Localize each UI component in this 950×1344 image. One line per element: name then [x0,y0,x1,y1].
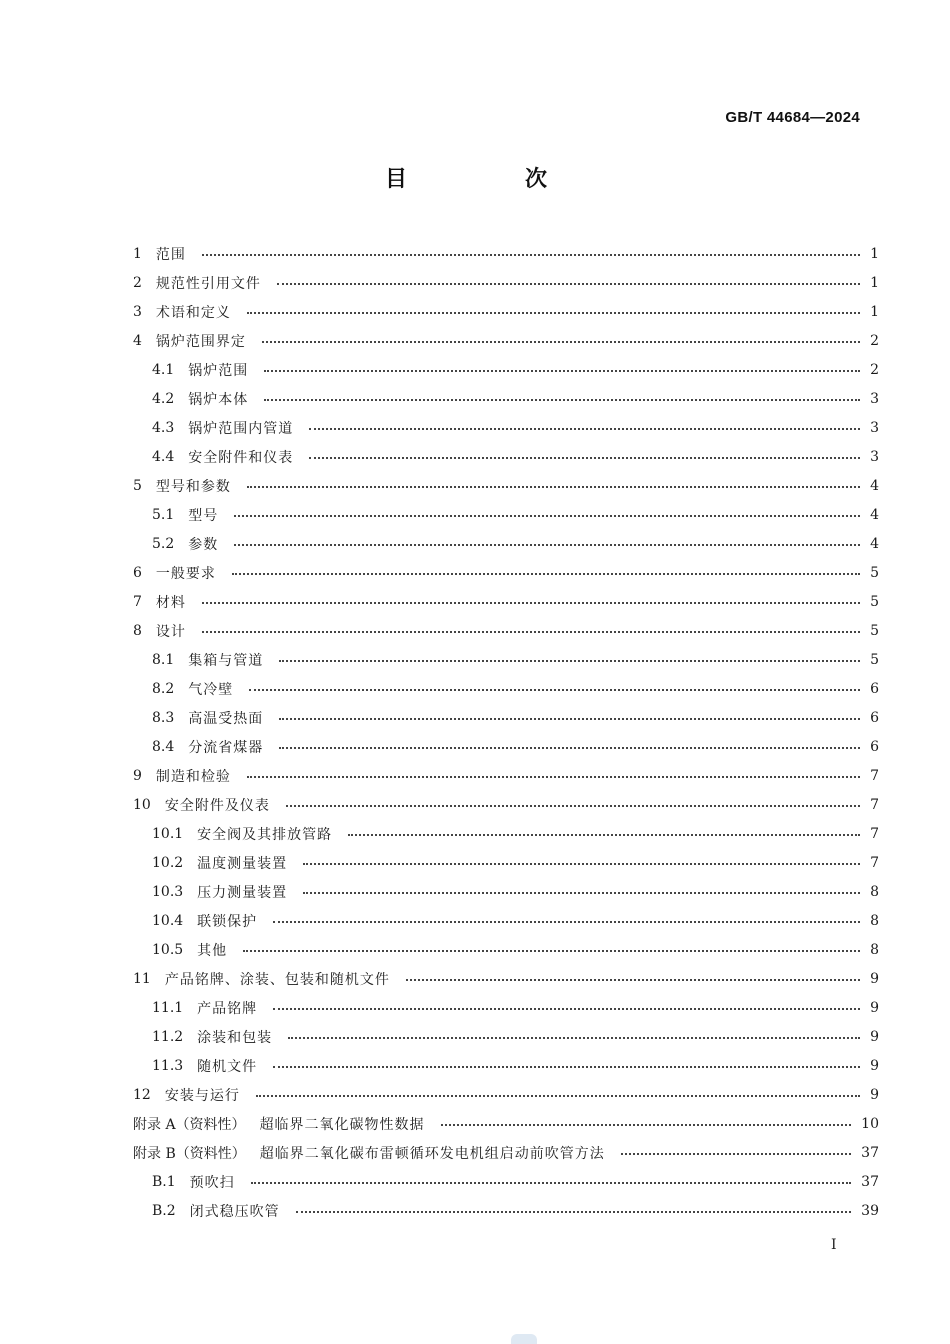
toc-entry-number: 11.3 [152,1057,184,1074]
toc-entry-number: 4.3 [152,419,175,436]
toc-entry-page: 4 [870,477,879,494]
toc-entry-number: B.2 [152,1202,176,1219]
toc-dot-leader [441,1123,852,1126]
toc-entry-title[interactable]: 产品铭牌、涂装、包装和随机文件 [164,971,390,988]
toc-entry-page: 7 [870,825,879,842]
toc-entry-title[interactable]: 预吹扫 [189,1174,235,1191]
toc-dot-leader [232,572,860,575]
toc-dot-leader [303,862,860,865]
toc-entry-page: 5 [870,593,879,610]
toc-dot-leader [406,978,860,981]
toc-entry-title[interactable]: 设计 [155,623,186,640]
toc-entry-title[interactable]: 术语和定义 [155,304,231,321]
toc-dot-leader [309,427,860,430]
toc-entry-number: 8.1 [152,651,175,668]
toc-entry-page: 6 [870,680,879,697]
toc-entry-number: 2 [133,274,142,291]
toc-dot-leader [348,833,860,836]
table-of-contents [133,239,879,1225]
toc-dot-leader [621,1152,851,1155]
toc-entry-page: 8 [870,883,879,900]
toc-entry-page: 2 [870,332,879,349]
toc-entry-title[interactable]: 超临界二氧化碳布雷顿循环发电机组启动前吹管方法 [259,1145,605,1162]
toc-entry[interactable] [133,935,879,964]
toc-entry-title[interactable]: 型号和参数 [155,478,231,495]
toc-entry-title[interactable]: 随机文件 [197,1058,258,1075]
toc-entry-page: 37 [861,1173,879,1190]
toc-entry-number: 11 [133,970,151,987]
toc-entry[interactable] [133,906,879,935]
toc-entry-title[interactable]: 型号 [188,507,219,524]
toc-entry[interactable] [133,1109,879,1138]
toc-entry[interactable] [133,355,879,384]
toc-dot-leader [243,949,860,952]
toc-entry[interactable] [133,877,879,906]
toc-entry-number: 4.1 [152,361,175,378]
toc-entry[interactable] [133,1051,879,1080]
toc-entry-page: 4 [870,506,879,523]
toc-entry-title[interactable]: 安装与运行 [164,1087,240,1104]
toc-entry-title[interactable]: 集箱与管道 [188,652,264,669]
toc-entry[interactable] [133,558,879,587]
toc-entry-title[interactable]: 一般要求 [155,565,216,582]
toc-entry-number: 1 [133,245,142,262]
toc-entry-title[interactable]: 锅炉范围界定 [155,333,246,350]
toc-entry-title[interactable]: 闭式稳压吹管 [189,1203,280,1220]
toc-entry-page: 7 [870,854,879,871]
toc-entry[interactable] [133,384,879,413]
toc-dot-leader [249,688,860,691]
toc-entry-page: 9 [870,970,879,987]
toc-dot-leader [264,369,860,372]
toc-dot-leader [279,659,860,662]
toc-entry[interactable] [133,326,879,355]
toc-dot-leader [277,282,860,285]
toc-entry-number: B.1 [152,1173,176,1190]
toc-entry[interactable] [133,645,879,674]
toc-entry-page: 8 [870,912,879,929]
watermark-mark [511,1334,537,1344]
toc-entry-page: 9 [870,1028,879,1045]
toc-entry-page: 5 [870,564,879,581]
toc-entry-number: 4.4 [152,448,175,465]
toc-entry-number: 8.4 [152,738,175,755]
toc-entry-title[interactable]: 安全附件及仪表 [164,797,270,814]
toc-entry-number: 12 [133,1086,151,1103]
toc-entry[interactable] [133,1138,879,1167]
toc-entry-number: 4.2 [152,390,175,407]
toc-entry[interactable] [133,993,879,1022]
toc-entry-page: 5 [870,622,879,639]
standard-code: GB/T 44684—2024 [725,109,860,126]
toc-entry-page: 6 [870,738,879,755]
toc-dot-leader [273,1065,860,1068]
toc-entry-title[interactable]: 涂装和包装 [197,1029,273,1046]
toc-entry-page: 9 [870,1086,879,1103]
toc-entry-page: 37 [861,1144,879,1161]
toc-entry-title[interactable]: 锅炉范围 [188,362,249,379]
toc-entry-page: 3 [870,419,879,436]
page-title: 目 次 [384,167,595,192]
toc-entry[interactable] [133,529,879,558]
toc-entry[interactable] [133,848,879,877]
toc-entry-number: 10.2 [152,854,184,871]
toc-entry[interactable] [133,1080,879,1109]
toc-entry-number: 5.1 [152,506,175,523]
toc-entry[interactable] [133,732,879,761]
toc-dot-leader [273,920,860,923]
toc-entry-page: 5 [870,651,879,668]
toc-entry-page: 7 [870,796,879,813]
toc-dot-leader [279,746,860,749]
toc-entry-title[interactable]: 超临界二氧化碳物性数据 [259,1116,425,1133]
toc-entry[interactable] [133,587,879,616]
toc-entry[interactable] [133,819,879,848]
toc-entry-number: 10.1 [152,825,184,842]
toc-entry-title[interactable]: 锅炉范围内管道 [188,420,294,437]
toc-entry-page: 6 [870,709,879,726]
toc-entry-number: 9 [133,767,142,784]
toc-entry-title[interactable]: 安全附件和仪表 [188,449,294,466]
toc-entry-number: 8 [133,622,142,639]
toc-entry[interactable] [133,703,879,732]
toc-entry[interactable] [133,442,879,471]
toc-entry-number: 3 [133,303,142,320]
toc-dot-leader [247,311,860,314]
toc-entry-title[interactable]: 高温受热面 [188,710,264,727]
toc-entry-title[interactable]: 锅炉本体 [188,391,249,408]
toc-entry[interactable] [133,500,879,529]
toc-dot-leader [247,485,860,488]
toc-dot-leader [234,514,860,517]
toc-entry[interactable] [133,964,879,993]
toc-entry-page: 9 [870,999,879,1016]
toc-entry-title[interactable]: 温度测量装置 [197,855,288,872]
toc-entry-title[interactable]: 气冷壁 [188,681,234,698]
toc-entry-number: 7 [133,593,142,610]
toc-entry-page: 3 [870,390,879,407]
toc-entry-page: 3 [870,448,879,465]
toc-dot-leader [264,398,860,401]
toc-entry-title[interactable]: 安全阀及其排放管路 [197,826,333,843]
toc-entry-number: 11.2 [152,1028,184,1045]
toc-dot-leader [273,1007,860,1010]
toc-entry-number: 10 [133,796,151,813]
toc-entry-number: 8.2 [152,680,175,697]
toc-entry-number: 4 [133,332,142,349]
toc-entry-number: 附录 A（资料性） [133,1116,246,1133]
toc-dot-leader [247,775,860,778]
toc-entry[interactable] [133,674,879,703]
toc-entry[interactable] [133,268,879,297]
toc-dot-leader [279,717,860,720]
toc-dot-leader [234,543,860,546]
toc-entry-number: 6 [133,564,142,581]
toc-entry-number: 10.3 [152,883,184,900]
page-number: I [831,1237,837,1253]
toc-entry-title[interactable]: 规范性引用文件 [155,275,261,292]
toc-entry[interactable] [133,297,879,326]
toc-entry-page: 1 [870,274,879,291]
toc-entry[interactable] [133,413,879,442]
toc-entry-page: 7 [870,767,879,784]
toc-entry[interactable] [133,239,879,268]
toc-dot-leader [202,630,860,633]
toc-entry-title[interactable]: 范围 [155,246,186,263]
toc-entry-title[interactable]: 其他 [197,942,228,959]
toc-dot-leader [251,1181,852,1184]
toc-dot-leader [296,1210,852,1213]
toc-entry-number: 11.1 [152,999,184,1016]
toc-dot-leader [286,804,860,807]
toc-entry-title[interactable]: 参数 [188,536,219,553]
toc-entry-title[interactable]: 制造和检验 [155,768,231,785]
toc-entry[interactable] [133,471,879,500]
toc-entry-page: 1 [870,245,879,262]
toc-entry-page: 39 [861,1202,879,1219]
toc-entry-page: 1 [870,303,879,320]
toc-dot-leader [262,340,860,343]
toc-entry-number: 10.5 [152,941,184,958]
toc-entry-number: 5 [133,477,142,494]
toc-dot-leader [309,456,860,459]
toc-entry-title[interactable]: 分流省煤器 [188,739,264,756]
toc-entry-number: 附录 B（资料性） [133,1145,246,1162]
toc-entry[interactable] [133,1022,879,1051]
toc-entry[interactable] [133,790,879,819]
toc-entry[interactable] [133,616,879,645]
toc-entry-title[interactable]: 材料 [155,594,186,611]
toc-entry-number: 8.3 [152,709,175,726]
toc-entry-number: 5.2 [152,535,175,552]
toc-entry-page: 4 [870,535,879,552]
toc-entry-title[interactable]: 联锁保护 [197,913,258,930]
toc-entry[interactable] [133,761,879,790]
toc-entry[interactable] [133,1196,879,1225]
toc-entry-page: 8 [870,941,879,958]
toc-entry-page: 2 [870,361,879,378]
toc-entry-page: 10 [861,1115,879,1132]
toc-dot-leader [303,891,860,894]
toc-entry-number: 10.4 [152,912,184,929]
toc-entry-title[interactable]: 压力测量装置 [197,884,288,901]
toc-entry-page: 9 [870,1057,879,1074]
toc-dot-leader [256,1094,860,1097]
toc-entry-title[interactable]: 产品铭牌 [197,1000,258,1017]
toc-dot-leader [202,601,860,604]
toc-dot-leader [202,253,860,256]
toc-entry[interactable] [133,1167,879,1196]
toc-dot-leader [288,1036,860,1039]
